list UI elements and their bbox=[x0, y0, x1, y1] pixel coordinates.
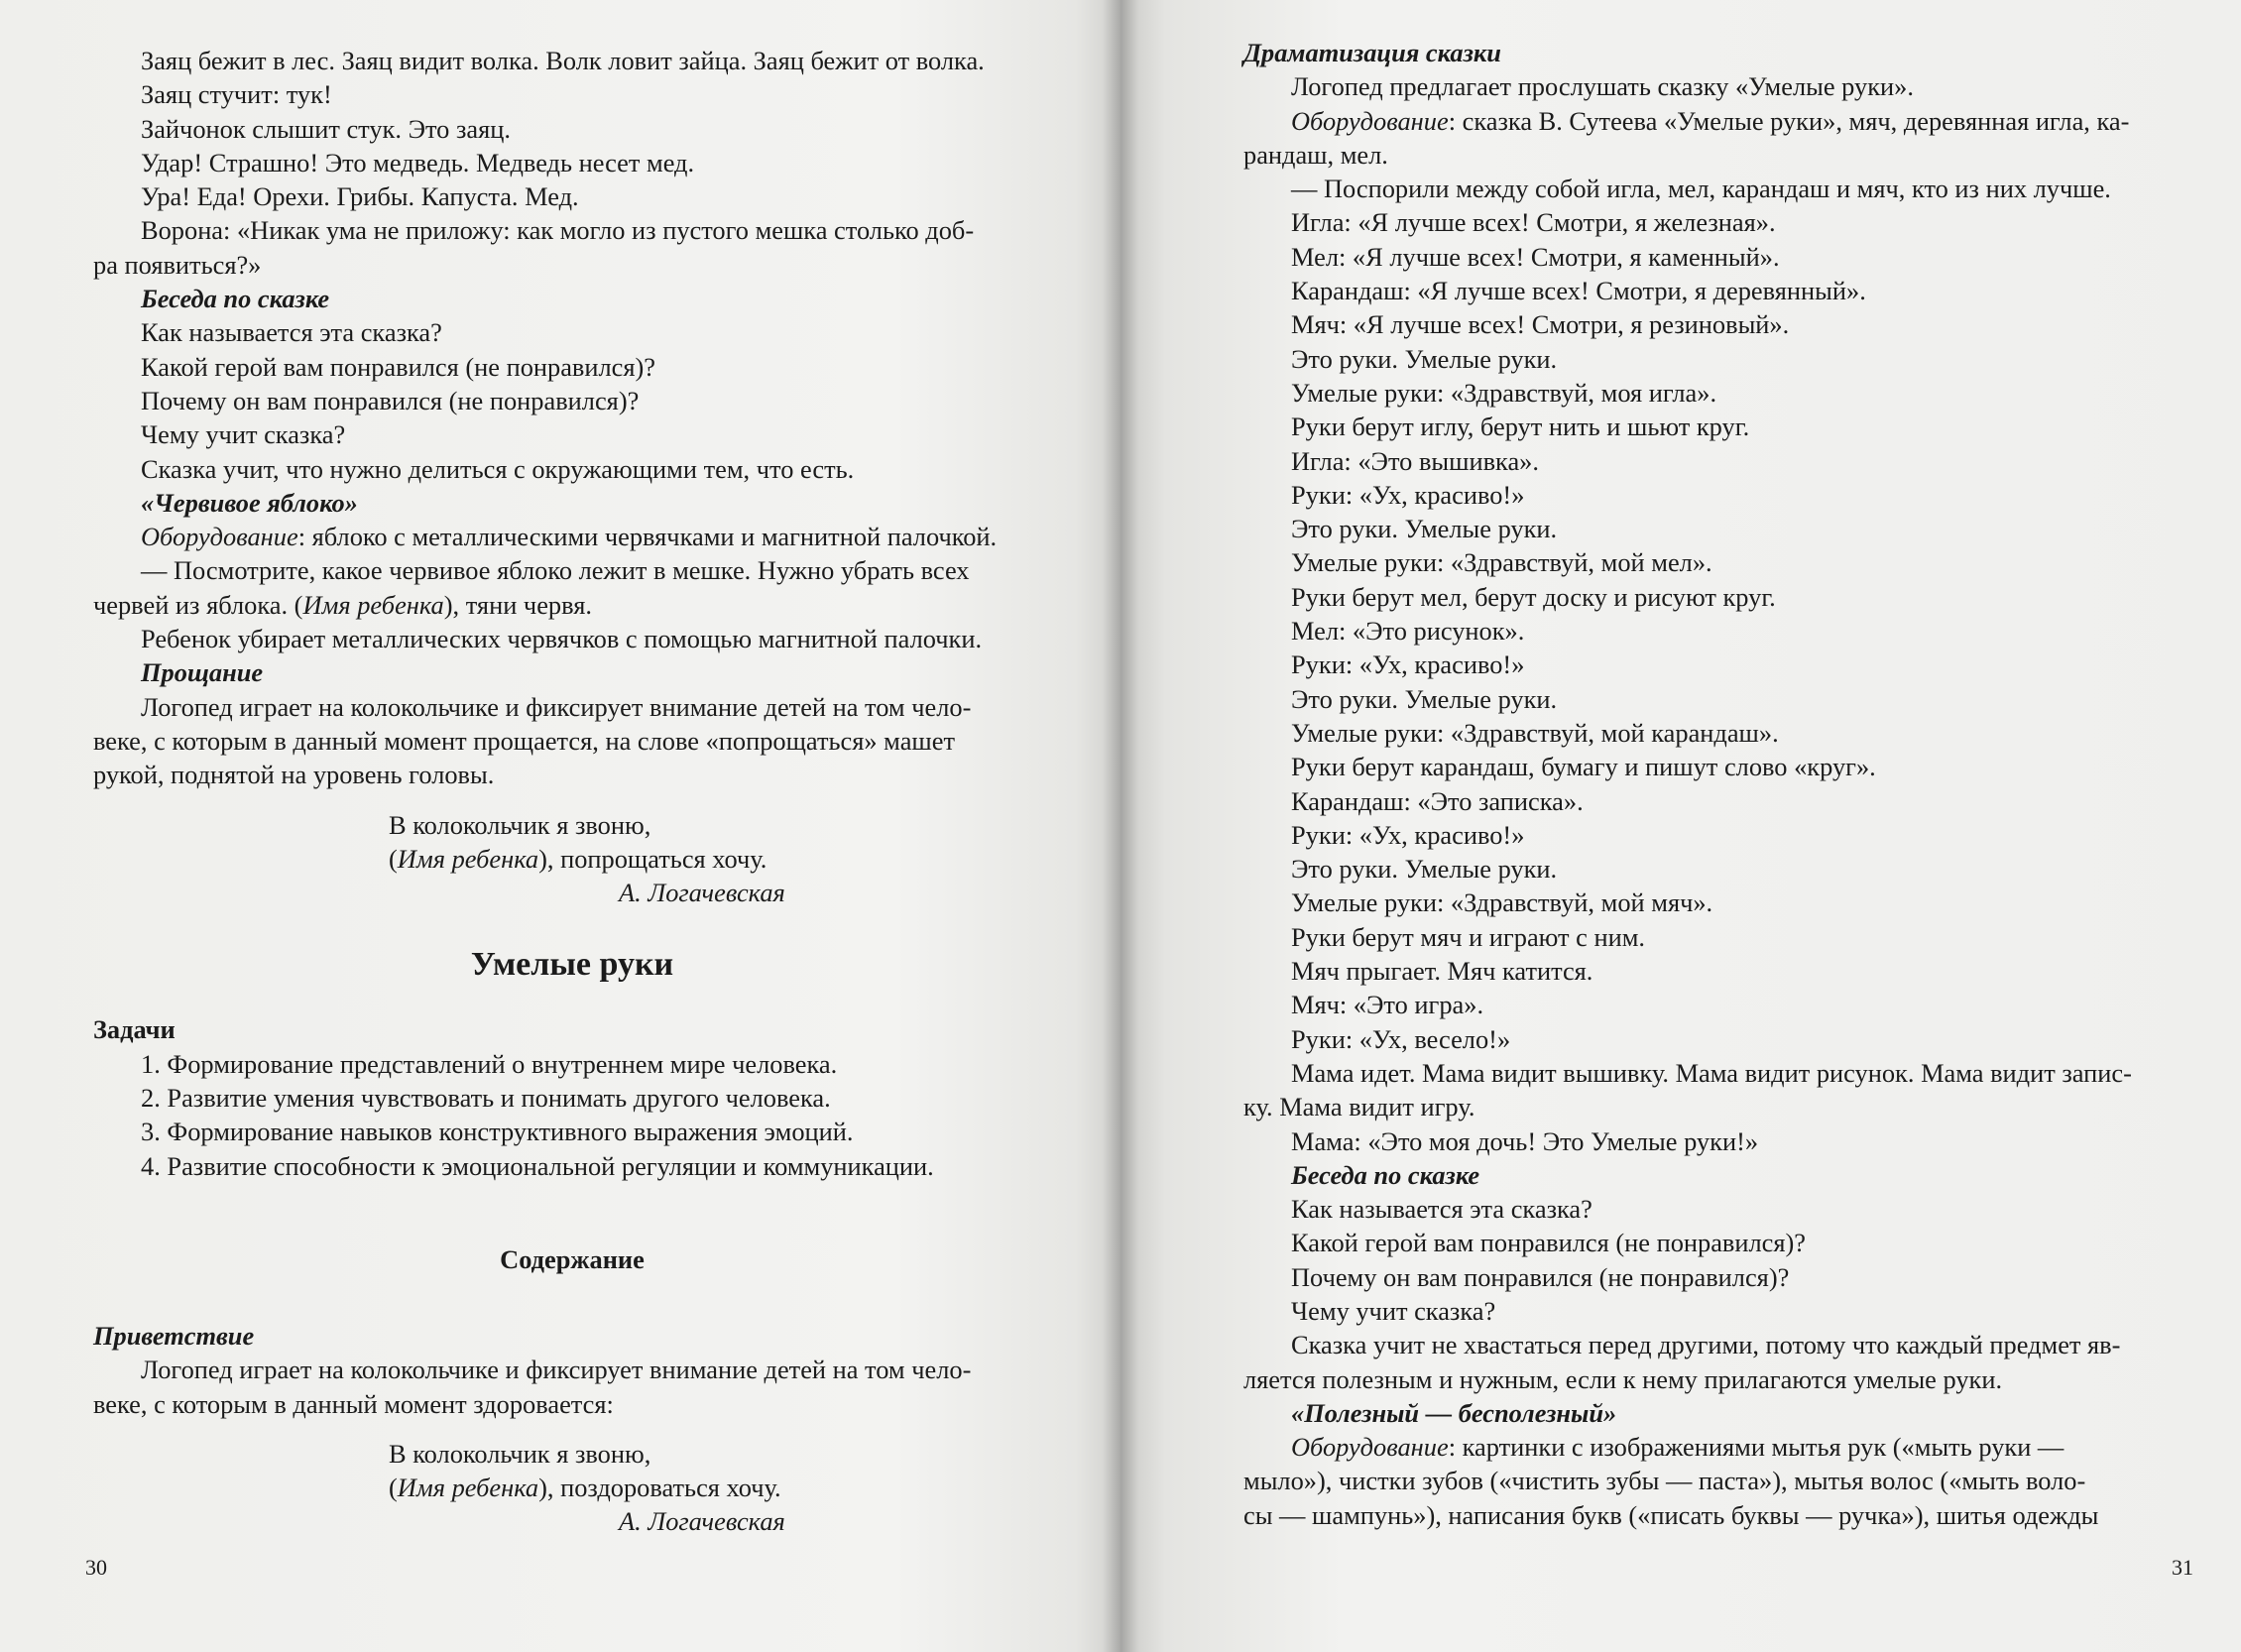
question-line: Какой герой вам понравился (не понравился)? bbox=[141, 351, 656, 382]
verse-line: (Имя ребенка), попрощаться хочу. bbox=[389, 843, 767, 874]
question-line: Почему он вам понравился (не понравился)? bbox=[1291, 1261, 1790, 1292]
equipment-text: : картинки с изображениями мытья рук («мыть руки — bbox=[1448, 1432, 2064, 1463]
story-line: Карандаш: «Это записка». bbox=[1291, 785, 1584, 816]
tasks-title: Задачи bbox=[93, 1014, 176, 1045]
question-line: Чему учит сказка? bbox=[1291, 1295, 1496, 1326]
text-line: веке, с которым в данный момент здоровается: bbox=[93, 1388, 614, 1419]
answer-line: Сказка учит, что нужно делиться с окружающими тем, что есть. bbox=[141, 453, 855, 484]
subheading-game: «Червивое яблоко» bbox=[141, 487, 358, 518]
equipment-text: : яблоко с металлическими червячками и магнитной палочкой. bbox=[297, 522, 998, 552]
child-name-placeholder: Имя ребенка bbox=[397, 1473, 539, 1503]
text-line: сы — шампунь»), написания букв («писать буквы — ручка»), шитья одежды bbox=[1243, 1499, 2099, 1530]
story-line: Руки берут мяч и играют с ним. bbox=[1291, 921, 1646, 952]
equipment-label: Оборудование bbox=[1291, 1432, 1449, 1463]
question-line: Как называется эта сказка? bbox=[1291, 1194, 1592, 1225]
left-page bbox=[0, 0, 1120, 1652]
task-item: 3. Формирование навыков конструктивного выражения эмоций. bbox=[141, 1117, 854, 1147]
text-fragment: ), попрощаться хочу. bbox=[538, 843, 767, 874]
story-line: Руки берут мел, берут доску и рисуют круг. bbox=[1291, 581, 1776, 612]
text-line: мыло»), чистки зубов («чистить зубы — паста»), мытья волос («мыть воло- bbox=[1243, 1466, 2086, 1496]
story-line: Мама: «Это моя дочь! Это Умелые руки!» bbox=[1291, 1125, 1759, 1156]
story-line: Руки: «Ух, красиво!» bbox=[1291, 479, 1525, 510]
text-line: Логопед играет на колокольчике и фиксирует внимание детей на том чело- bbox=[141, 691, 972, 722]
story-line: Умелые руки: «Здравствуй, мой карандаш». bbox=[1291, 717, 1779, 748]
text-line: Ура! Еда! Орехи. Грибы. Капуста. Мед. bbox=[141, 181, 579, 212]
question-line: Почему он вам понравился (не понравился)? bbox=[141, 385, 640, 415]
story-line: Руки: «Ух, красиво!» bbox=[1291, 819, 1525, 850]
question-line: Как называется эта сказка? bbox=[141, 317, 442, 348]
equipment-text: : сказка В. Сутеева «Умелые руки», мяч, деревянная игла, ка- bbox=[1448, 105, 2130, 136]
text-line: — Посмотрите, какое червивое яблоко лежит в мешке. Нужно убрать всех bbox=[141, 555, 970, 586]
story-line: Руки: «Ух, весело!» bbox=[1291, 1023, 1511, 1054]
story-line: Умелые руки: «Здравствуй, мой мел». bbox=[1291, 547, 1712, 578]
child-name-placeholder: Имя ребенка bbox=[397, 843, 539, 874]
text-line: рандаш, мел. bbox=[1243, 139, 1388, 170]
verse-author: А. Логачевская bbox=[619, 878, 785, 908]
text-fragment: червей из яблока. ( bbox=[93, 589, 303, 620]
text-line: Логопед играет на колокольчике и фиксирует внимание детей на том чело- bbox=[141, 1355, 972, 1385]
page-number: 31 bbox=[2172, 1555, 2193, 1580]
story-line: Это руки. Умелые руки. bbox=[1291, 683, 1558, 714]
verse-line: В колокольчик я звоню, bbox=[389, 809, 651, 840]
subheading-farewell: Прощание bbox=[141, 657, 264, 688]
text-line: Ворона: «Никак ума не приложу: как могло из пустого мешка столько доб- bbox=[141, 215, 975, 246]
text-fragment: ), поздороваться хочу. bbox=[538, 1473, 781, 1503]
right-page-text bbox=[1243, 36, 2201, 1532]
text-line: Ребенок убирает металлических червячков с помощью магнитной палочки. bbox=[141, 624, 983, 654]
equipment-line bbox=[1243, 104, 2201, 138]
subheading-beseda: Беседа по сказке bbox=[141, 284, 330, 314]
text-line: Заяц бежит в лес. Заяц видит волка. Волк ловит зайца. Заяц бежит от волка. bbox=[141, 46, 985, 75]
task-item: 2. Развитие умения чувствовать и понимать другого человека. bbox=[141, 1083, 831, 1114]
story-line: Игла: «Это вышивка». bbox=[1291, 445, 1539, 476]
verse-line: В колокольчик я звоню, bbox=[389, 1438, 651, 1469]
equipment-label: Оборудование bbox=[141, 522, 298, 552]
story-line: — Поспорили между собой игла, мел, карандаш и мяч, кто из них лучше. bbox=[1291, 174, 2111, 204]
verse-author: А. Логачевская bbox=[619, 1506, 785, 1537]
story-line: Мел: «Я лучше всех! Смотри, я каменный». bbox=[1291, 241, 1780, 272]
content-title: Содержание bbox=[500, 1244, 645, 1275]
story-line: Это руки. Умелые руки. bbox=[1291, 854, 1558, 885]
equipment-line bbox=[93, 520, 1051, 553]
text-fragment: ), тяни червя. bbox=[443, 589, 592, 620]
subheading-beseda: Беседа по сказке bbox=[1291, 1159, 1480, 1190]
text-line: Логопед предлагает прослушать сказку «Умелые руки». bbox=[1291, 71, 1914, 102]
story-line: Руки берут иглу, берут нить и шьют круг. bbox=[1291, 412, 1750, 442]
task-item: 4. Развитие способности к эмоциональной регуляции и коммуникации. bbox=[141, 1150, 934, 1181]
text-line: Удар! Страшно! Это медведь. Медведь несет мед. bbox=[141, 147, 695, 177]
story-line: Умелые руки: «Здравствуй, моя игла». bbox=[1291, 377, 1717, 408]
child-name-placeholder: Имя ребенка bbox=[302, 589, 444, 620]
book-gutter bbox=[1103, 0, 1138, 1652]
story-line: Мяч прыгает. Мяч катится. bbox=[1291, 956, 1593, 987]
story-line: Мел: «Это рисунок». bbox=[1291, 616, 1525, 647]
section-title: Умелые руки bbox=[470, 946, 674, 984]
answer-line: Сказка учит не хвастаться перед другими, потому что каждый предмет яв- bbox=[1291, 1330, 2121, 1360]
story-line: Карандаш: «Я лучше всех! Смотри, я деревянный». bbox=[1291, 276, 1866, 306]
question-line: Чему учит сказка? bbox=[141, 419, 346, 450]
story-line: Мяч: «Я лучше всех! Смотри, я резиновый». bbox=[1291, 309, 1790, 340]
equipment-label: Оборудование bbox=[1291, 105, 1449, 136]
question-line: Какой герой вам понравился (не понравился)? bbox=[1291, 1228, 1807, 1258]
text-line: веке, с которым в данный момент прощается, на слове «попрощаться» машет bbox=[93, 725, 955, 756]
story-line: Руки: «Ух, красиво!» bbox=[1291, 649, 1525, 680]
left-page-text bbox=[93, 44, 1051, 1539]
right-page bbox=[1120, 0, 2241, 1652]
subheading-drama: Драматизация сказки bbox=[1243, 38, 1501, 67]
text-line: ра появиться?» bbox=[93, 249, 262, 280]
text-line: Заяц стучит: тук! bbox=[141, 79, 332, 110]
story-line: ку. Мама видит игру. bbox=[1243, 1092, 1475, 1122]
subheading-game: «Полезный — бесполезный» bbox=[1291, 1397, 1617, 1428]
task-item: 1. Формирование представлений о внутреннем мире человека. bbox=[141, 1048, 838, 1079]
text-line: Зайчонок слышит стук. Это заяц. bbox=[141, 113, 511, 144]
answer-line: ляется полезным и нужным, если к нему прилагаются умелые руки. bbox=[1243, 1363, 2003, 1394]
story-line: Игла: «Я лучше всех! Смотри, я железная». bbox=[1291, 207, 1776, 238]
story-line: Это руки. Умелые руки. bbox=[1291, 343, 1558, 374]
page-number: 30 bbox=[85, 1555, 107, 1580]
subheading-greeting: Приветствие bbox=[93, 1320, 255, 1351]
verse-line: (Имя ребенка), поздороваться хочу. bbox=[389, 1473, 781, 1503]
text-line bbox=[93, 588, 1051, 622]
text-line: рукой, поднятой на уровень головы. bbox=[93, 760, 495, 790]
story-line: Умелые руки: «Здравствуй, мой мяч». bbox=[1291, 887, 1713, 918]
story-line: Мяч: «Это игра». bbox=[1291, 990, 1484, 1020]
equipment-line bbox=[1243, 1430, 2201, 1464]
story-line: Руки берут карандаш, бумагу и пишут слово «круг». bbox=[1291, 752, 1876, 782]
story-line: Это руки. Умелые руки. bbox=[1291, 514, 1558, 544]
story-line: Мама идет. Мама видит вышивку. Мама видит рисунок. Мама видит запис- bbox=[1291, 1057, 2132, 1088]
